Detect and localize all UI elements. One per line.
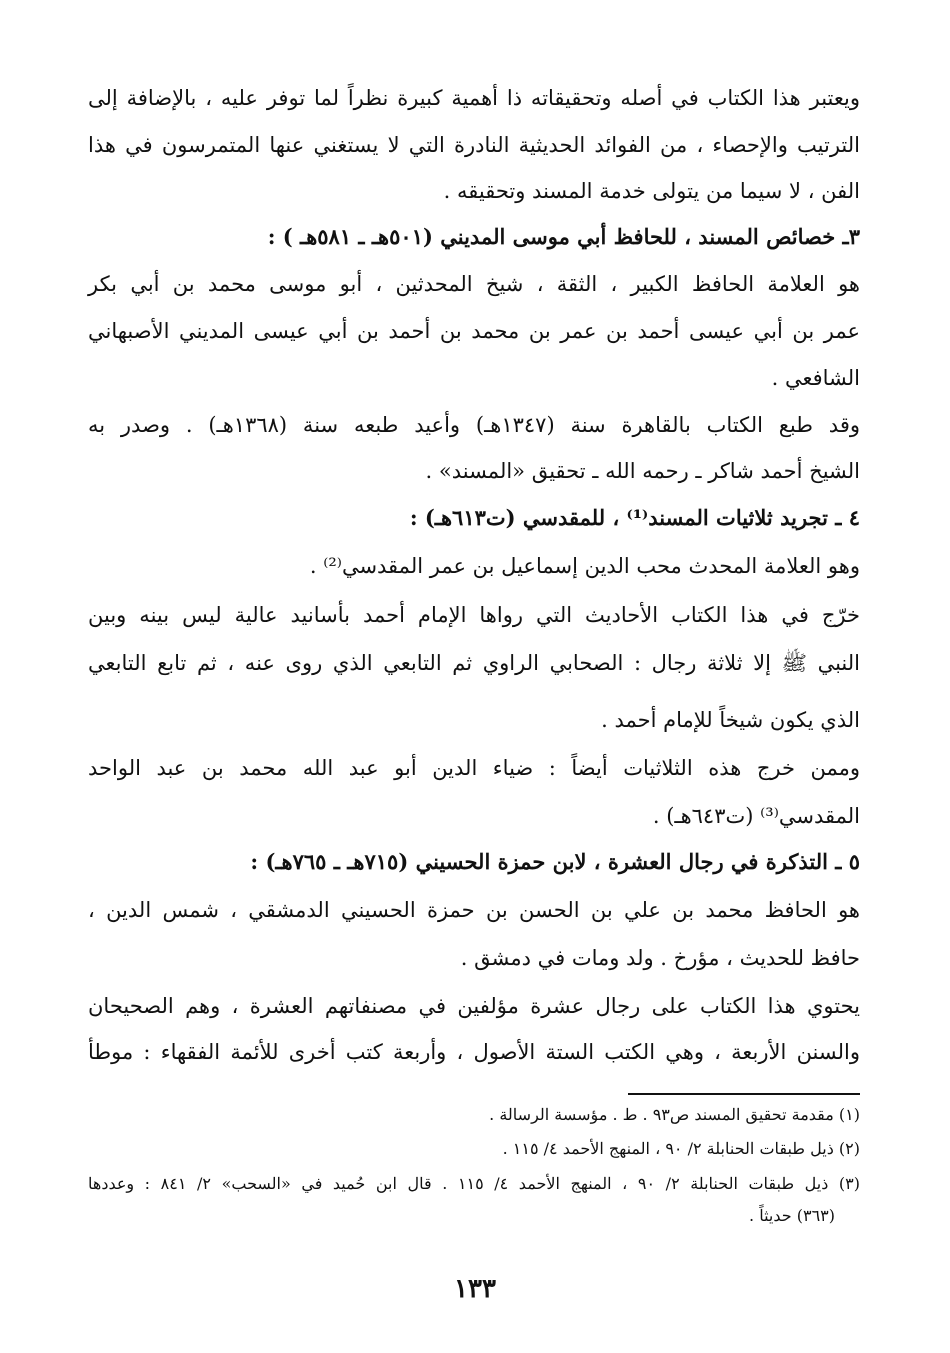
page-number: ١٣٣ — [454, 1274, 496, 1304]
footnote-3-continued: (٣٦٣) حديثاً . — [749, 1206, 835, 1225]
section-heading-3: ٣ـ خصائص المسند ، للحافظ أبي موسى المديني (٥٠١هـ ـ ٥٨١هـ ) : — [267, 224, 860, 249]
footnote-1: (١) مقدمة تحقيق المسند ص٩٣ . ط . مؤسسة الرسالة . — [489, 1105, 860, 1124]
body-line: الشافعي . — [771, 366, 860, 390]
body-line: ويعتبر هذا الكتاب في أصله وتحقيقاته ذا أهمية كبيرة نظراً لما توفر عليه ، بالإضافة إلى — [88, 86, 860, 110]
section-heading-5: ٥ ـ التذكرة في رجال العشرة ، لابن حمزة الحسيني (٧١٥هـ ـ ٧٦٥هـ) : — [250, 849, 860, 874]
body-line: الشيخ أحمد شاكر ـ رحمه الله ـ تحقيق «المسند» . — [425, 459, 860, 483]
section-heading-4: ٤ ـ تجريد ثلاثيات المسند⁽¹⁾ ، للمقدسي (ت٦١٣هـ) : — [409, 505, 860, 530]
body-line: الترتيب والإحصاء ، من الفوائد الحديثية النادرة التي لا يستغني عنها المتمرسون في هذا — [88, 133, 860, 157]
body-line: هو الحافظ محمد بن علي بن الحسن بن حمزة الحسيني الدمشقي ، شمس الدين ، — [88, 898, 860, 922]
body-line: المقدسي⁽³⁾ (ت٦٤٣هـ) . — [652, 804, 860, 828]
footnote-3: (٣) ذيل طبقات الحنابلة ٢/ ٩٠ ، المنهج الأحمد ٤/ ١١٥ . قال ابن حُميد في «السحب» ٢/ ٨٤١ : وعددها — [88, 1174, 861, 1193]
body-line: هو العلامة الحافظ الكبير ، الثقة ، شيخ المحدثين ، أبو موسى محمد بن أبي بكر — [88, 272, 860, 296]
footnote-2: (٢) ذيل طبقات الحنابلة ٢/ ٩٠ ، المنهج الأحمد ٤/ ١١٥ . — [502, 1139, 860, 1158]
body-line: الذي يكون شيخاً للإمام أحمد . — [601, 708, 860, 732]
body-line: والسنن الأربعة ، وهي الكتب الستة الأصول ، وأربعة كتب أخرى للأئمة الفقهاء : موطأ — [88, 1040, 860, 1064]
body-line: النبي ﷺ إلا ثلاثة رجال : الصحابي الراوي ثم التابعي الذي روى عنه ، ثم تابع التابعي — [88, 651, 860, 675]
body-line: وقد طبع الكتاب بالقاهرة سنة (١٣٤٧هـ) وأعيد طبعه سنة (١٣٦٨هـ) . وصدر به — [88, 413, 860, 437]
body-line: خرّج في هذا الكتاب الأحاديث التي رواها الإمام أحمد بأسانيد عالية ليس بينه وبين — [88, 603, 860, 627]
body-line: يحتوي هذا الكتاب على رجال عشرة مؤلفين في مصنفاتهم العشرة ، وهم الصحيحان — [88, 994, 860, 1018]
body-line: حافظ للحديث ، مؤرخ . ولد ومات في دمشق . — [460, 946, 860, 970]
body-line: عمر بن أبي عيسى أحمد بن عمر بن محمد بن أحمد بن أبي عيسى المديني الأصبهاني — [88, 319, 860, 343]
footnote-separator — [628, 1093, 860, 1095]
body-line: وممن خرج هذه الثلاثيات أيضاً : ضياء الدين أبو عبد الله محمد بن عبد الواحد — [88, 756, 860, 780]
body-line: وهو العلامة المحدث محب الدين إسماعيل بن عمر المقدسي⁽²⁾ . — [309, 554, 860, 578]
body-line: الفن ، لا سيما من يتولى خدمة المسند وتحقيقه . — [443, 179, 860, 203]
